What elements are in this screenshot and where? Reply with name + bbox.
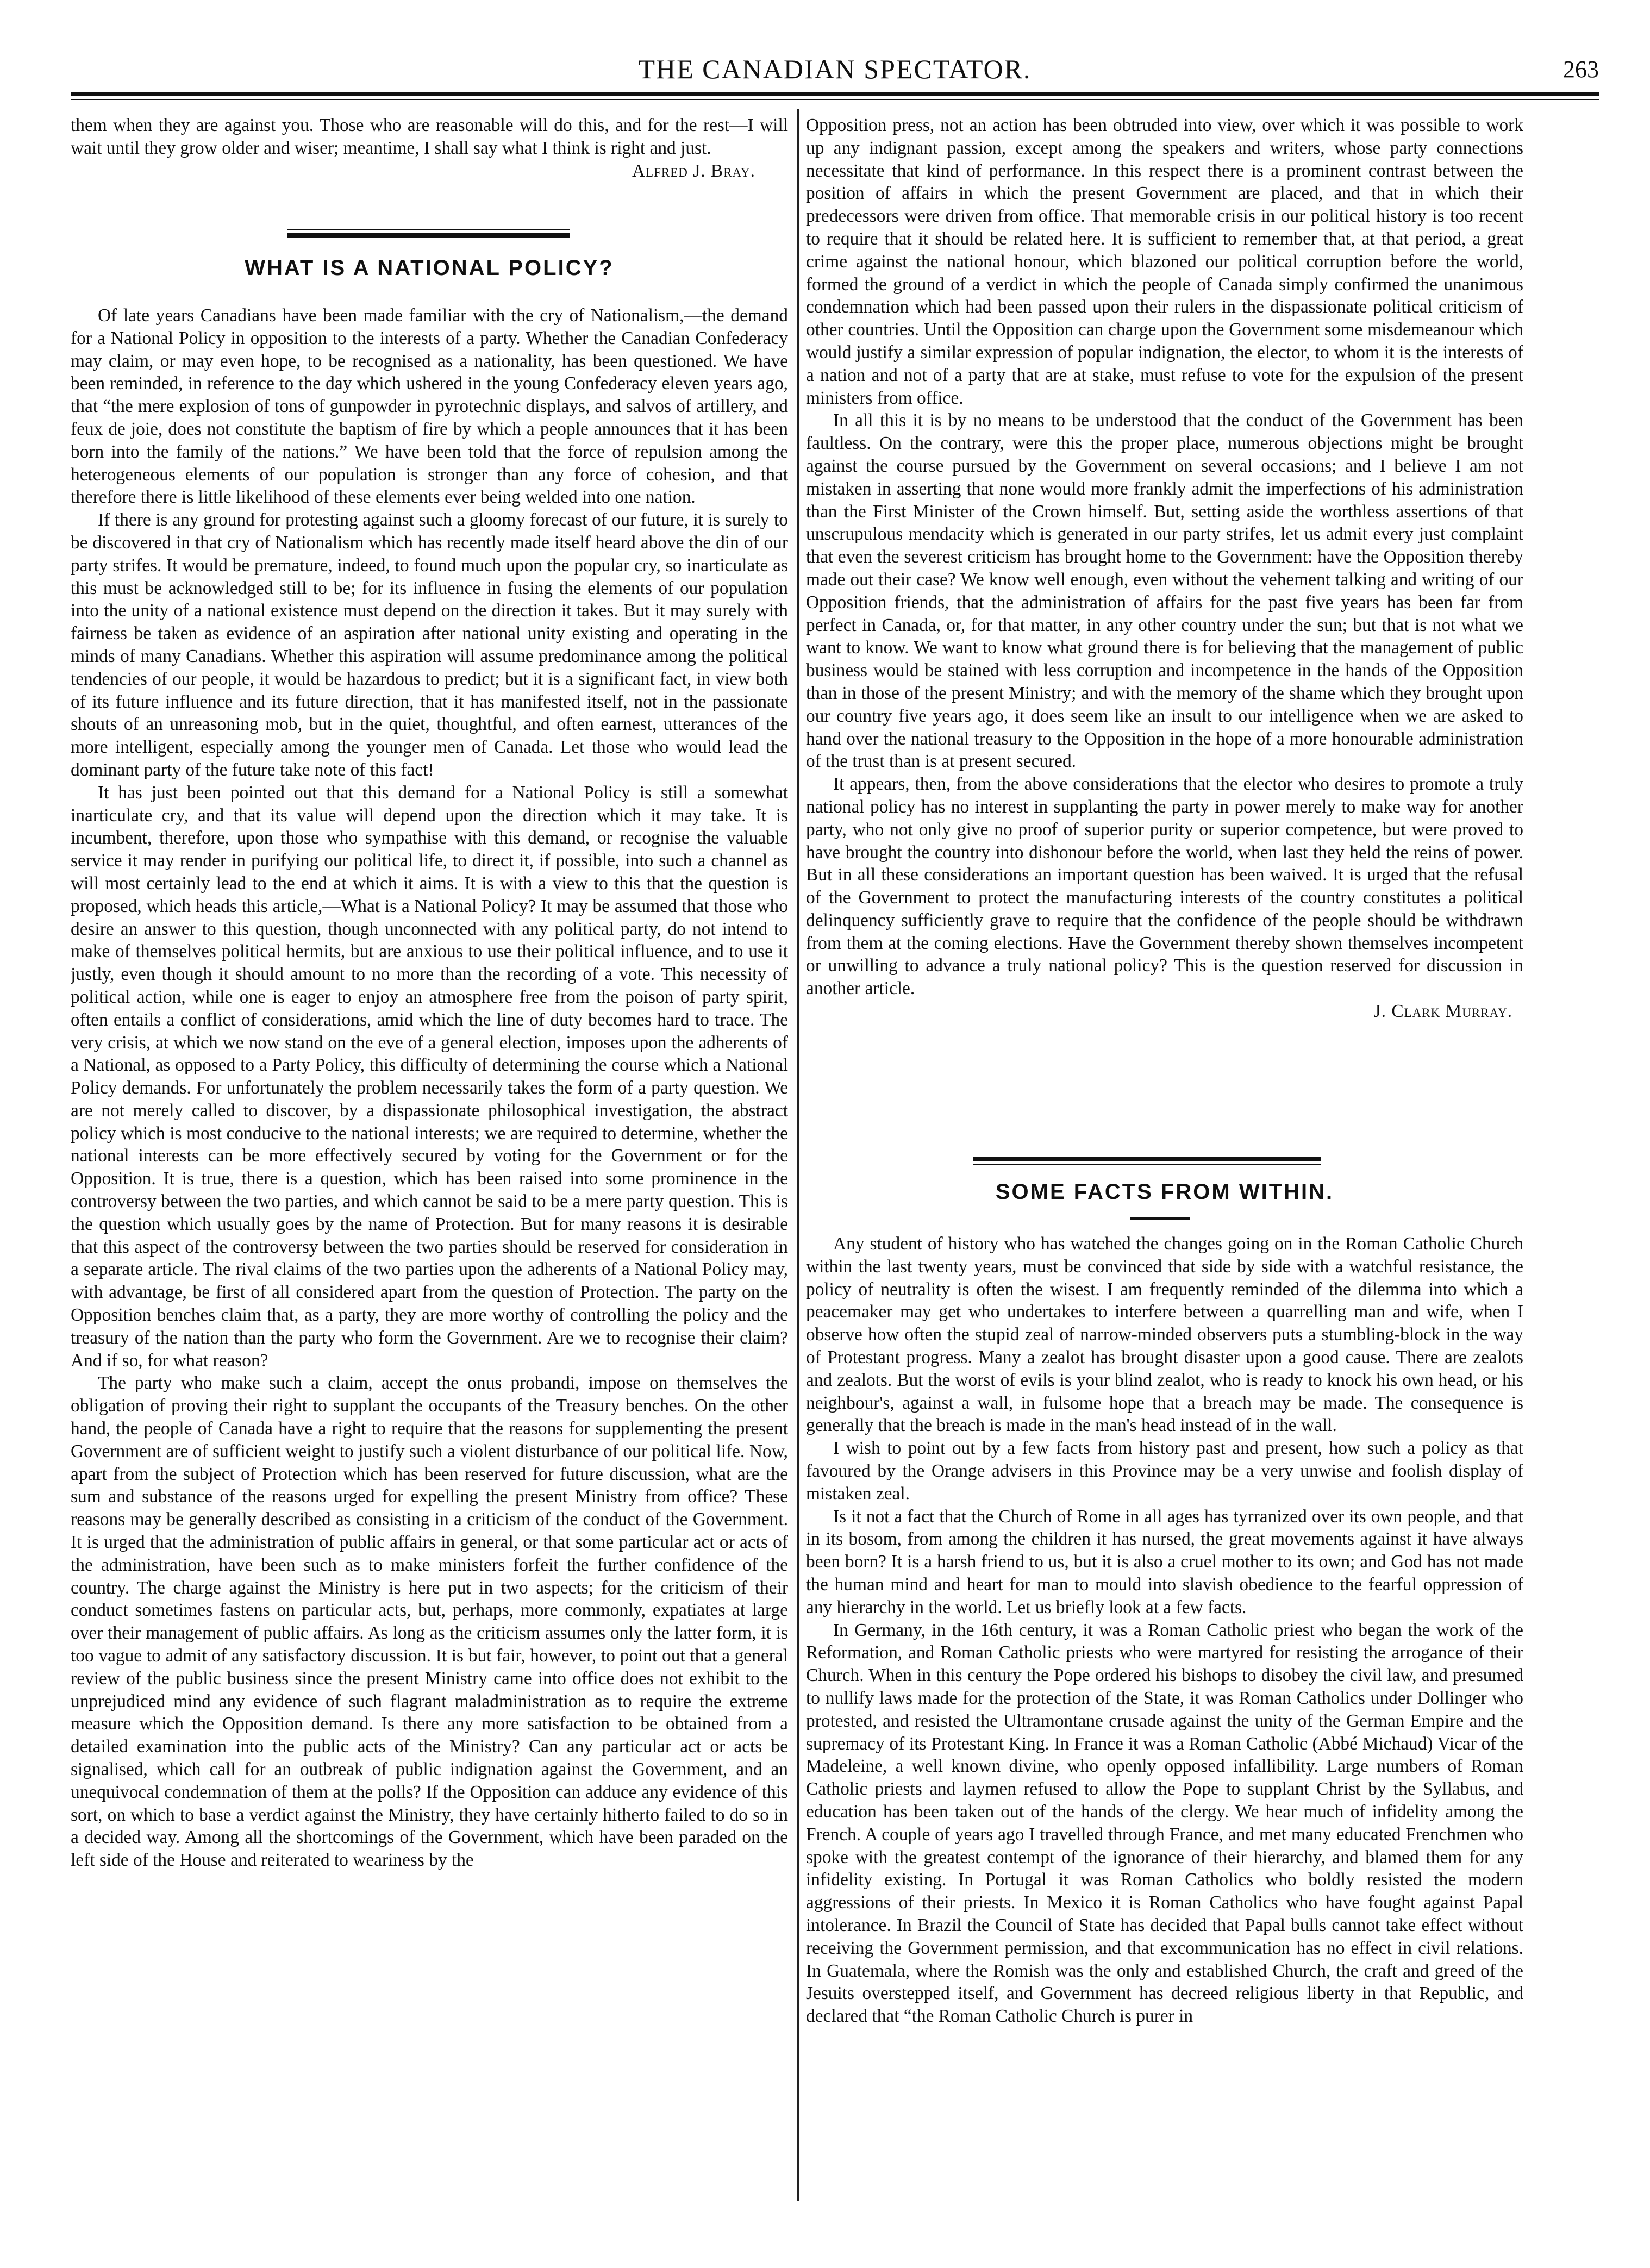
masthead-rule-thin: [71, 99, 1599, 100]
some-facts-body: [806, 1233, 1523, 2201]
page-number: 263: [1563, 56, 1599, 83]
masthead-rule-thick: [71, 92, 1599, 96]
article-paragraph: If there is any ground for protesting against such a gloomy forecast of our future, it is surely to be discovered in that cry of Nationalism which has recently made itself heard above the din of our party strifes. It would be premature, indeed, to found much upon the popular cry, so inarticulate as this must be acknowledged still to be; for its influence in fusing the elements of our population into the unity of a national existence must depend on the direction it takes. But it may surely with fairness be taken as evidence of an aspiration after national unity existing and operating in the minds of many Canadians. Whether this aspiration will assume predominance among the political tendencies of our people, it would be hazardous to predict; but it is a significant fact, in view both of its future influence and its future direction, that it has manifested itself, not in the passionate shouts of an unreasoning mob, but in the quiet, thoughtful, and often earnest, utterances of the more intelligent, especially among the younger men of Canada. Let those who would lead the dominant party of the future take note of this fact!: [71, 510, 788, 780]
column-divider: [797, 109, 799, 2201]
national-policy-body: [71, 304, 788, 2201]
bray-closing-text: them when they are against you. Those who are reasonable will do this, and for the rest—I will wait until they grow older and wiser; meantime, I shall say what I think is right and just.: [71, 115, 788, 158]
article-paragraph: The party who make such a claim, accept the onus probandi, impose on themselves the obligation of proving their right to supplant the occupants of the Treasury benches. On the other hand, the people of Canada have a right to require that the reasons for supplementing the present Government are of sufficient weight to justify such a violent disturbance of our political life. Now, apart from the subject of Protection which has been reserved for future discussion, what are the sum and substance of the reasons urged for expelling the present Ministry from office? These reasons may be generally described as consisting in a criticism of the conduct of the Government. It is urged that the administration of public affairs in general, or that some particular act or acts of the administration, have been such as to make ministers forfeit the further confidence of the country. The charge against the Ministry is here put in two aspects; for the criticism of their conduct sometimes fastens on particular acts, but, perhaps, more commonly, expatiates at large over their management of public affairs. As long as the criticism assumes only the latter form, it is too vague to admit of any satisfactory discussion. It is but fair, however, to point out that a general review of the public business since the present Ministry came into office does not exhibit to the unprejudiced mind any evidence of such flagrant maladministration as to require the extreme measure which the Opposition demand. Is there any more satisfaction to be obtained from a detailed examination into the public acts of the Ministry? Can any particular act or acts be signalised, which call for an outbreak of public indignation against the Government, and an unequivocal condemnation of them at the polls? If the Opposition can adduce any evidence of this sort, on which to base a verdict against the Ministry, they have certainly hitherto failed to do so in a decided way. Among all the shortcomings of the Government, which have been paraded on the left side of the House and reiterated to weariness by the: [71, 1373, 788, 1871]
article-paragraph: In Germany, in the 16th century, it was a Roman Catholic priest who began the work of the Reformation, and Roman Catholic priests who were martyred for resisting the arrogance of their Church. When in this century the Pope ordered his bishops to disobey the civil law, and presumed to nullify laws made for the protection of the State, it was Roman Catholics under Dollinger who protested, and resisted the Ultramontane crusade against the unity of the German Empire and the supremacy of its Protestant King. In France it was a Roman Catholic (Abbé Michaud) Vicar of the Madeleine, a well known divine, who openly opposed infallibility. Large numbers of Roman Catholic priests and laymen refused to allow the Pope to supplant Christ by the Syllabus, and education has been taken out of the hands of the clergy. We hear much of infidelity among the French. A couple of years ago I travelled through France, and met many educated Frenchmen who spoke with the greatest contempt of the ignorance of their hierarchy, and blamed them for any infidelity existing. In Portugal it was Roman Catholics who boldly resisted the modern aggressions of their priests. In Mexico it is Roman Catholics who have fought against Papal intolerance. In Brazil the Council of State has decided that Papal bulls cannot take effect without receiving the Government permission, and that excommunication has no effect in civil relations. In Guatemala, where the Romish was the only and established Church, the craft and greed of the Jesuits overstepped itself, and Government has decreed religious liberty in that Republic, and declared that “the Roman Catholic Church is purer in: [806, 1620, 1523, 2027]
article-paragraph: It appears, then, from the above considerations that the elector who desires to promote a truly national policy has no interest in supplanting the party in power merely to make way for another party, who not only give no proof of superior purity or superior competence, but were proved to have brought the country into dishonour before the world, when last they held the reins of power. But in all these considerations an important question has been waived. It is urged that the refusal of the Government to protect the manufacturing interests of the country constitutes a political delinquency sufficiently grave to require that the confidence of the people should be withdrawn from them at the coming elections. Have the Government thereby shown themselves incompetent or unwilling to advance a truly national policy? This is the question reserved for discussion in another article.: [806, 774, 1523, 999]
murray-signature: J. Clark Murray.: [1373, 1001, 1512, 1022]
article-paragraph: I wish to point out by a few facts from history past and present, how such a policy as that favoured by the Orange advisers in this Province may be a very unwise and foolish display of mistaken zeal.: [806, 1438, 1523, 1504]
article-paragraph: In all this it is by no means to be understood that the conduct of the Government has been faultless. On the contrary, were this the proper place, numerous objections might be brought against the course pursued by the Government on several occasions; and I believe I am not mistaken in asserting that none would more frankly admit the imperfections of his administration than the First Minister of the Crown himself. But, setting aside the worthless assertions of that unscrupulous mendacity which is generated in our party strifes, let us admit every just complaint that even the severest criticism has brought home to the Government: have the Opposition thereby made out their case? We know well enough, even without the vehement talking and writing of our Opposition friends, that the administration of affairs for the past five years has been far from perfect in Canada, or, for that matter, in any other country under the sun; but that is not what we want to know. We want to know what ground there is for believing that the management of public business would be stained with less corruption and incompetence in the hands of the Opposition than in those of the present Ministry; and with the memory of the shame which they brought upon our country five years ago, it does seem like an insult to our intelligence when we are asked to hand over the national treasury to the Opposition in the hope of a more honourable administration of the trust than is at present secured.: [806, 410, 1523, 772]
article-paragraph: It has just been pointed out that this demand for a National Policy is still a somewhat inarticulate cry, and that its value will depend upon the direction which it may take. It is incumbent, therefore, upon those who sympathise with this demand, or recognise the valuable service it may render in purifying our political life, to direct it, if possible, into such a channel as will most certainly lead to the end at which it aims. It is with a view to this that the question is proposed, which heads this article,—What is a National Policy? It may be assumed that those who desire an answer to this question, though unconnected with any political party, do not intend to make of themselves political hermits, but are anxious to use their political influence, and to use it justly, even though it should amount to no more than the recording of a vote. This necessity of political action, while one is eager to enjoy an atmosphere free from the poison of party spirit, often entails a conflict of considerations, amid which the line of duty becomes hard to trace. The very crisis, at which we now stand on the eve of a general election, imposes upon the adherents of a National, as opposed to a Party Policy, this difficulty of determining the course which a National Policy demands. For unfortunately the problem necessarily takes the form of a party question. We are not merely called to discover, by a dispassionate philosophical investigation, the abstract policy which is most conducive to the national interests; we are required to determine, whether the national interests can be more effectively secured by voting for the Government or for the Opposition. It is true, there is a question, which has been raised into some prominence in the controversy between the two parties, and which cannot be said to be a mere party question. This is the question which usually goes by the name of Protection. But for many reasons it is desirable that this aspect of the controversy between the two parties should be reserved for consideration in a separate article. The rival claims of the two parties upon the adherents of a National Policy may, with advantage, be first of all considered apart from the question of Protection. The party on the Opposition benches claim that, as a party, they are more worthy of controlling the policy and the treasury of the nation than the party who form the Government. Are we to recognise their claim? And if so, for what reason?: [71, 782, 788, 1371]
bray-signature: Alfred J. Bray.: [632, 160, 755, 181]
section-rule-thick: [287, 233, 570, 238]
publication-title: THE CANADIAN SPECTATOR.: [638, 54, 1032, 84]
article-paragraph: Opposition press, not an action has been obtruded into view, over which it was possible to work up any indignant passion, except among the speakers and writers, whose party connections necessitate that kind of performance. In this respect there is a prominent contrast between the position of affairs in which the present Government are placed, and that in which their predecessors were driven from office. That memorable crisis in our political history is too recent to require that it should be related here. It is sufficient to remember that, at that period, a great crime against the national honour, which blazoned our political corruption before the world, formed the ground of a verdict in which the people of Canada simply confirmed the unanimous condemnation which had been passed upon their rulers in the dispassionate political criticism of other countries. Until the Opposition can charge upon the Government some misdemeanour which would justify a similar expression of popular indignation, the elector, to whom it is the interests of a nation and not of a party that are at stake, must refuse to vote for the expulsion of the present ministers from office.: [806, 115, 1523, 408]
title-dash: [1130, 1217, 1190, 1220]
section-rule-upper: [287, 229, 570, 230]
left-column-top: [71, 114, 788, 182]
section-rule-lower: [973, 1164, 1321, 1165]
article-paragraph: Any student of history who has watched the changes going on in the Roman Catholic Church within the last twenty years, must be convinced that side by side with a watchful resistance, the policy of neutrality is often the wisest. I am frequently reminded of the dilemma into which a peacemaker may get who undertakes to interfere between a quarrelling man and wife, when I observe how often the stupid zeal of narrow-minded observers puts a stumbling-block in the way of Protestant progress. Many a zealot has brought disaster upon a good cause. There are zealots and zealots. But the worst of evils is your blind zealot, who is ready to knock his own head, or his neighbour's, against a wall, in fulsome hope that a breach may be made. The consequence is generally that the breach is made in the man's head instead of in the wall.: [806, 1234, 1523, 1436]
national-policy-continued: [806, 114, 1523, 1155]
section-rule-thick: [973, 1157, 1321, 1161]
article-paragraph: Of late years Canadians have been made familiar with the cry of Nationalism,—the demand for a National Policy in opposition to the interests of a party. Whether the Canadian Confederacy may claim, or may even hope, to be recognised as a nationality, has been questioned. We have been reminded, in reference to the day which ushered in the young Confederacy eleven years ago, that “the mere explosion of tons of gunpowder in pyrotechnic displays, and salvos of artillery, and feux de joie, does not constitute the baptism of fire by which a people announces that it has been born into the family of the nations.” We have been told that the force of repulsion among the heterogeneous elements of our population is stronger than any force of cohesion, and that therefore there is little likelihood of these elements ever being welded into one nation.: [71, 305, 788, 508]
article-paragraph: Is it not a fact that the Church of Rome in all ages has tyrranized over its own people, and that in its bosom, from among the children it has nursed, the great movements against it have always been born? It is a harsh friend to us, but it is also a cruel mother to its own; and God has not made the human mind and heart for man to mould into slavish obedience to the fearful oppression of any hierarchy in the world. Let us briefly look at a few facts.: [806, 1506, 1523, 1617]
article-title-some-facts: SOME FACTS FROM WITHIN.: [995, 1180, 1334, 1204]
article-title-national-policy: WHAT IS A NATIONAL POLICY?: [245, 256, 614, 280]
masthead: [71, 50, 1599, 93]
